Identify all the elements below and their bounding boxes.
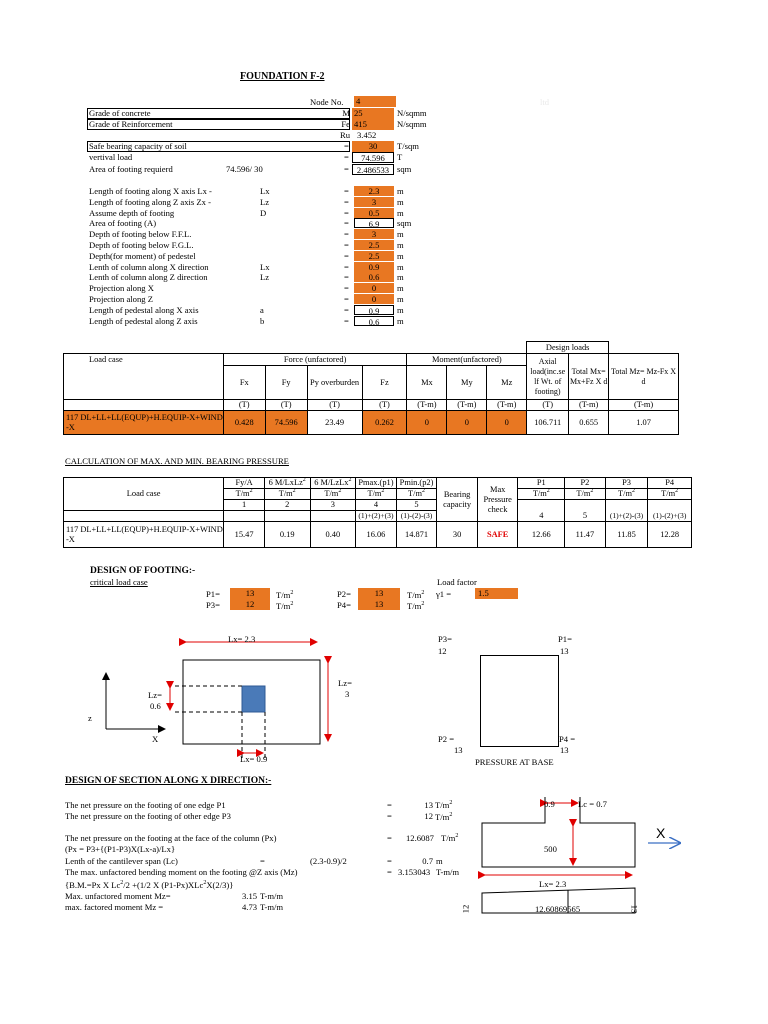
sec-line1-value: 13 (424, 800, 433, 810)
col-lx-label: Lx= 0.9 (240, 754, 268, 764)
t2-formula: (1)+(2)+(3) (356, 511, 397, 522)
sec-line1-eq: = (387, 800, 392, 810)
force-table (63, 341, 679, 435)
page-title: FOUNDATION F-2 (240, 71, 325, 82)
dim-label: Length of footing along Z axis Zx - (89, 197, 211, 207)
p3-unit: $T/m^2$ (276, 601, 294, 611)
t1-totalmx-header: Total Mx= Mx+Fz X d (569, 354, 609, 400)
elev-c09: 0.9 (544, 799, 555, 809)
column-block (242, 686, 265, 712)
t2-num: 5 (396, 500, 437, 511)
t1-unit: (T-m) (447, 400, 487, 411)
t2-p: 12.66 (518, 522, 565, 548)
sec-line1-unit: $T/m^2$ (435, 800, 453, 810)
elev-mid: 12.60869565 (535, 904, 581, 914)
sec-lc-eq: = (260, 856, 265, 866)
t2-p: 11.85 (605, 522, 648, 548)
t1-units-row (64, 400, 679, 411)
critical-label: critical load case (90, 577, 148, 587)
dim-label: Depth(for moment) of pedestel (89, 251, 196, 261)
concrete-label: Grade of concrete (89, 108, 151, 118)
concrete-value[interactable]: 25 (352, 108, 394, 119)
dim-unit: m (397, 208, 404, 218)
pb-p2-label: P2 = (438, 734, 455, 744)
t1-unit: (T) (362, 400, 407, 411)
pb-p1-label: P1= (558, 634, 572, 644)
calc-heading: CALCULATION OF MAX. AND MIN. BEARING PRESSURE (65, 456, 289, 466)
t2-punit: $T/m^2$ (605, 489, 648, 500)
dim-label: Depth of footing below F.F.L. (89, 229, 192, 239)
areareq-calc: 74.596/ 30 (226, 164, 263, 174)
t1-fx-header: Fx (223, 366, 265, 400)
t1-cell: 0.428 (223, 411, 265, 435)
t1-cell: 23.49 (307, 411, 362, 435)
dim-unit: m (397, 305, 404, 315)
sec-maxunf-label: Max. unfactored moment Mz= (65, 891, 171, 901)
dim-sym: D (260, 208, 267, 218)
dim-label: Area of footing (A) (89, 218, 157, 228)
reinf-label: Grade of Reinforcement (89, 119, 173, 129)
t2-maxcheck-header: Max Pressure check (477, 478, 518, 522)
t2-check: SAFE (477, 522, 518, 548)
t1-unit: (T) (307, 400, 362, 411)
pressure-base-outline (480, 655, 559, 747)
dim-unit: m (397, 197, 404, 207)
sec-lc-eq2: = (387, 856, 392, 866)
dim-sym: Lz (260, 272, 270, 282)
loadfactor-label: Load factor (437, 577, 477, 587)
dim-value[interactable]: 2.5 (354, 240, 394, 250)
sec-px-unit: $T/m^2$ (441, 833, 459, 843)
dim-label: Lenth of column along X direction (89, 262, 209, 272)
t2-cell: 15.47 (224, 522, 265, 548)
t1-row-case: DL+LL+LL(EQUP)+H.EQUIP-X+WIND -X (66, 412, 223, 432)
concrete-unit: N/sqmm (397, 108, 427, 118)
dim-unit: sqm (397, 218, 412, 228)
t2-pnum: 5 (565, 500, 606, 522)
pb-p3-label: P3= (438, 634, 452, 644)
dim-unit: m (397, 283, 404, 293)
dim-unit: m (397, 316, 404, 326)
sec-maxf-unit: T-m/m (260, 902, 284, 912)
dim-sym: Lx (260, 262, 270, 272)
t1-my-header: My (447, 366, 487, 400)
pressure-table (63, 477, 692, 548)
node-label: Node No. (310, 97, 344, 107)
sec-lc-value: 0.7 (422, 856, 433, 866)
t2-num: 2 (264, 500, 310, 511)
section-heading: DESIGN OF SECTION ALONG X DIRECTION:- (65, 776, 272, 786)
reinf-sym: Fe (341, 119, 350, 129)
t1-cell: 0.655 (569, 411, 609, 435)
t2-bearing-header: Bearing capacity (437, 478, 478, 522)
dim-label: Length of pedestal along X axis (89, 305, 199, 315)
dim-sym: Lx (260, 186, 270, 196)
dim-value[interactable]: 2.3 (354, 186, 394, 196)
sec-lc-calc: (2.3-0.9)/2 (310, 856, 347, 866)
t1-moment-header: Moment(unfactored) (407, 354, 527, 366)
t2-cell: 0.19 (264, 522, 310, 548)
t2-data-row (64, 522, 692, 548)
dim-value[interactable]: 0.9 (354, 262, 394, 272)
axis-x-label: X (152, 734, 159, 744)
elev-left: 12 (460, 904, 471, 914)
dim-value[interactable]: 0 (354, 294, 394, 304)
t2-col: Pmax.(p1) (356, 478, 397, 489)
sec-maxf-label: max. factored moment Mz = (65, 902, 164, 912)
dim-unit: m (397, 262, 404, 272)
gamma-label: γ1 = (436, 589, 452, 599)
pb-p2-value: 13 (454, 745, 463, 755)
t2-pcol: P3 (605, 478, 648, 489)
t1-unit: (T) (223, 400, 265, 411)
t1-data-row (64, 411, 679, 435)
dim-eq: = (344, 283, 349, 293)
p1-value: 13 (230, 588, 270, 599)
elev-lc: Lc = 0.7 (578, 799, 607, 809)
dim-unit: m (397, 186, 404, 196)
dim-label: Length of pedestal along Z axis (89, 316, 198, 326)
t1-fz-header: Fz (362, 366, 407, 400)
sbc-unit: T/sqm (397, 141, 419, 151)
sec-line2-eq: = (387, 811, 392, 821)
areareq-unit: sqm (397, 164, 412, 174)
t1-cell: 74.596 (265, 411, 307, 435)
p3-value: 12 (230, 599, 270, 610)
sec-px-eq: = (387, 833, 392, 843)
dim-value[interactable]: 2.5 (354, 251, 394, 261)
t2-pcol: P4 (648, 478, 692, 489)
t1-unit: (T-m) (569, 400, 609, 411)
elev-x: X (656, 825, 666, 841)
sec-px-value: 12.6087 (406, 833, 434, 843)
t1-unit: (T-m) (487, 400, 527, 411)
gamma-value[interactable]: 1.5 (475, 588, 518, 599)
sec-maxunf-unit: T-m/m (260, 891, 284, 901)
dim-value: 6.9 (354, 218, 394, 228)
t2-bc: 30 (437, 522, 478, 548)
dim-eq: = (344, 294, 349, 304)
dim-label: Length of footing along X axis Lx - (89, 186, 212, 196)
sec-bm-formula: {B.M.=Px X $Lc^2/2 +(1/2$ X (P1-Px)XLc$^2$X(2/3)} (65, 880, 234, 890)
dim-value[interactable]: 3 (354, 197, 394, 207)
dim-eq: = (344, 316, 349, 326)
t1-cell: 0 (487, 411, 527, 435)
sec-mz-eq: = (387, 867, 392, 877)
t1-py-header: Py overburden (307, 366, 362, 400)
p1-label: P1= (206, 589, 220, 599)
p4-unit: $T/m^2$ (407, 601, 425, 611)
t2-pnum: 4 (518, 500, 565, 522)
areareq-eq: = (344, 164, 349, 174)
col-lz-label: Lz= (148, 690, 162, 700)
design-heading: DESIGN OF FOOTING:- (90, 566, 196, 576)
col-lz-value: 0.6 (150, 701, 161, 711)
t1-cell: 1.07 (609, 411, 679, 435)
t2-formula: (1)-(2)-(3) (396, 511, 437, 522)
t2-unit: $T/m^2$ (356, 489, 397, 500)
t2-unit: $T/m^2$ (396, 489, 437, 500)
t1-force-header: Force (unfactored) (223, 354, 407, 366)
dim-unit: m (397, 251, 404, 261)
sec-lc-unit: m (436, 856, 443, 866)
ru-value: 3.452 (357, 130, 377, 140)
t1-cell: 0 (407, 411, 447, 435)
sec-px-text: The net pressure on the footing at the face of the column (Px) (65, 833, 277, 843)
vload-unit: T (397, 152, 403, 162)
dim-eq: = (344, 262, 349, 272)
t2-row-id: 117 (66, 524, 79, 534)
sec-line1-text: The net pressure on the footing of one edge P1 (65, 800, 226, 810)
t2-pcol: P1 (518, 478, 565, 489)
p2-unit: $T/m^2$ (407, 590, 425, 600)
dim-eq: = (344, 186, 349, 196)
sec-maxf-value: 4.73 (242, 902, 258, 912)
dim-sym: a (260, 305, 264, 315)
p2-value: 13 (358, 588, 400, 599)
faint-mark: ltd (540, 97, 550, 107)
dim-value[interactable]: 0 (354, 283, 394, 293)
t2-unit: $T/m^2$ (224, 489, 265, 500)
dim-label: Lenth of column along Z direction (89, 272, 208, 282)
areareq-label: Area of footing requierd (89, 164, 173, 174)
t2-unit: $T/m^2$ (264, 489, 310, 500)
t1-cell: 106.711 (527, 411, 569, 435)
elev-lx: Lx= 2.3 (539, 879, 567, 889)
sbc-label: Safe bearing capacity of soil (89, 141, 187, 151)
dim-label: Projection along Z (89, 294, 153, 304)
t2-p: 11.47 (565, 522, 606, 548)
node-value[interactable]: 4 (354, 96, 396, 107)
dim-sym: b (260, 316, 265, 326)
dim-eq: = (344, 218, 349, 228)
dim-label: Assume depth of footing (89, 208, 175, 218)
dim-value[interactable]: 0.6 (354, 272, 394, 282)
t2-row-case: DL+LL+LL(EQUP)+H.EQUIP-X+WIND -X (66, 524, 223, 544)
p3-label: P3= (206, 600, 220, 610)
t2-pnum: (1)+(2)-(3) (605, 500, 648, 522)
vload-label: vertival load (89, 152, 133, 162)
t1-cell: 0 (447, 411, 487, 435)
sec-maxunf-value: 3.15 (242, 891, 258, 901)
reinf-value[interactable]: 415 (352, 119, 394, 130)
t1-unit: (T-m) (609, 400, 679, 411)
t1-fy-header: Fy (265, 366, 307, 400)
dim-eq: = (344, 240, 349, 250)
pb-caption: PRESSURE AT BASE (475, 757, 554, 767)
t2-cell: 14.871 (396, 522, 437, 548)
t2-punit: $T/m^2$ (518, 489, 565, 500)
axis-z-label: z (88, 713, 92, 723)
p4-value: 13 (358, 599, 400, 610)
p2-label: P2= (337, 589, 351, 599)
dim-eq: = (344, 272, 349, 282)
sec-mz-text: The max. unfactored bending moment on the footing @Z axis (Mz) (65, 867, 298, 877)
t1-totalmz-header: Total Mz= Mz-Fx X d (609, 354, 679, 400)
areareq-value: 2.486533 (352, 164, 394, 175)
dim-eq: = (344, 229, 349, 239)
sec-px-formula: (Px = P3+{(P1-P3)X(Lx-a)/Lx} (65, 844, 176, 854)
sbc-value[interactable]: 30 (352, 141, 394, 152)
t1-axial-header: Axial load(inc.se lf Wt. of footing) (527, 354, 569, 400)
t1-unit: (T) (265, 400, 307, 411)
vload-value: 74.596 (352, 152, 394, 163)
t1-unit: (T) (527, 400, 569, 411)
t1-mz-header: Mz (487, 366, 527, 400)
t2-punit: $T/m^2$ (648, 489, 692, 500)
vload-eq: = (344, 152, 349, 162)
t2-pnum: (1)-(2)+(3) (648, 500, 692, 522)
pb-p1-value: 13 (560, 646, 569, 656)
sec-mz-unit: T-m/m (436, 867, 460, 877)
dim-eq: = (344, 208, 349, 218)
plan-diagram (70, 625, 370, 770)
t2-col: 6 M/LxLz$^2$ (264, 478, 310, 489)
t2-unit: $T/m^2$ (310, 489, 356, 500)
t2-col: 6 M/LzLx$^2$ (310, 478, 356, 489)
plan-lz-value: 3 (345, 689, 350, 699)
t2-num: 1 (224, 500, 265, 511)
dim-unit: m (397, 272, 404, 282)
t2-cell: 16.06 (356, 522, 397, 548)
t2-col: Fy/A (224, 478, 265, 489)
reinf-unit: N/sqmm (397, 119, 427, 129)
dim-value: 0.6 (354, 316, 394, 326)
plan-lz-label: Lz= (338, 678, 352, 688)
t1-cell: 0.262 (362, 411, 407, 435)
pb-p3-value: 12 (438, 646, 447, 656)
section-outline (482, 797, 635, 867)
pb-p4-value: 13 (560, 745, 569, 755)
t2-p: 12.28 (648, 522, 692, 548)
sec-lc-text: Lenth of the cantilever span (Lc) (65, 856, 178, 866)
dim-unit: m (397, 229, 404, 239)
t2-punit: $T/m^2$ (565, 489, 606, 500)
concrete-sym: M (342, 108, 350, 118)
ru-sym: Ru (339, 130, 350, 140)
plan-lx-label: Lx= 2.3 (228, 634, 256, 644)
t2-num: 3 (310, 500, 356, 511)
t1-loadcase-header: Load case (64, 354, 224, 366)
dim-label: Projection along X (89, 283, 154, 293)
dim-value[interactable]: 0.5 (354, 208, 394, 218)
pb-p4-label: P4 = (559, 734, 576, 744)
dim-eq: = (344, 251, 349, 261)
dim-value[interactable]: 3 (354, 229, 394, 239)
p1-unit: $T/m^2$ (276, 590, 294, 600)
dim-label: Depth of footing below F.G.L. (89, 240, 194, 250)
dim-value: 0.9 (354, 305, 394, 315)
t2-num: 4 (356, 500, 397, 511)
elev-d500: 500 (544, 844, 557, 854)
t2-loadcase-header: Load case (64, 478, 224, 511)
t2-cell: 0.40 (310, 522, 356, 548)
t1-mx-header: Mx (407, 366, 447, 400)
sec-line2-text: The net pressure on the footing of other edge P3 (65, 811, 231, 821)
elev-right: 13 (629, 904, 640, 914)
dim-unit: m (397, 294, 404, 304)
dim-eq: = (344, 197, 349, 207)
sec-line2-unit: $T/m^2$ (435, 812, 453, 822)
sec-mz-value: 3.153043 (398, 867, 431, 877)
t1-unit: (T-m) (407, 400, 447, 411)
t1-row-id: 117 (66, 412, 79, 422)
design-loads-header: Design loads (527, 342, 609, 354)
dim-unit: m (397, 240, 404, 250)
t2-col: Pmin.(p2) (396, 478, 437, 489)
sbc-eq: = (344, 141, 349, 151)
sec-line2-value: 12 (424, 811, 433, 821)
p4-label: P4= (337, 600, 351, 610)
dim-eq: = (344, 305, 349, 315)
dim-sym: Lz (260, 197, 270, 207)
t2-pcol: P2 (565, 478, 606, 489)
